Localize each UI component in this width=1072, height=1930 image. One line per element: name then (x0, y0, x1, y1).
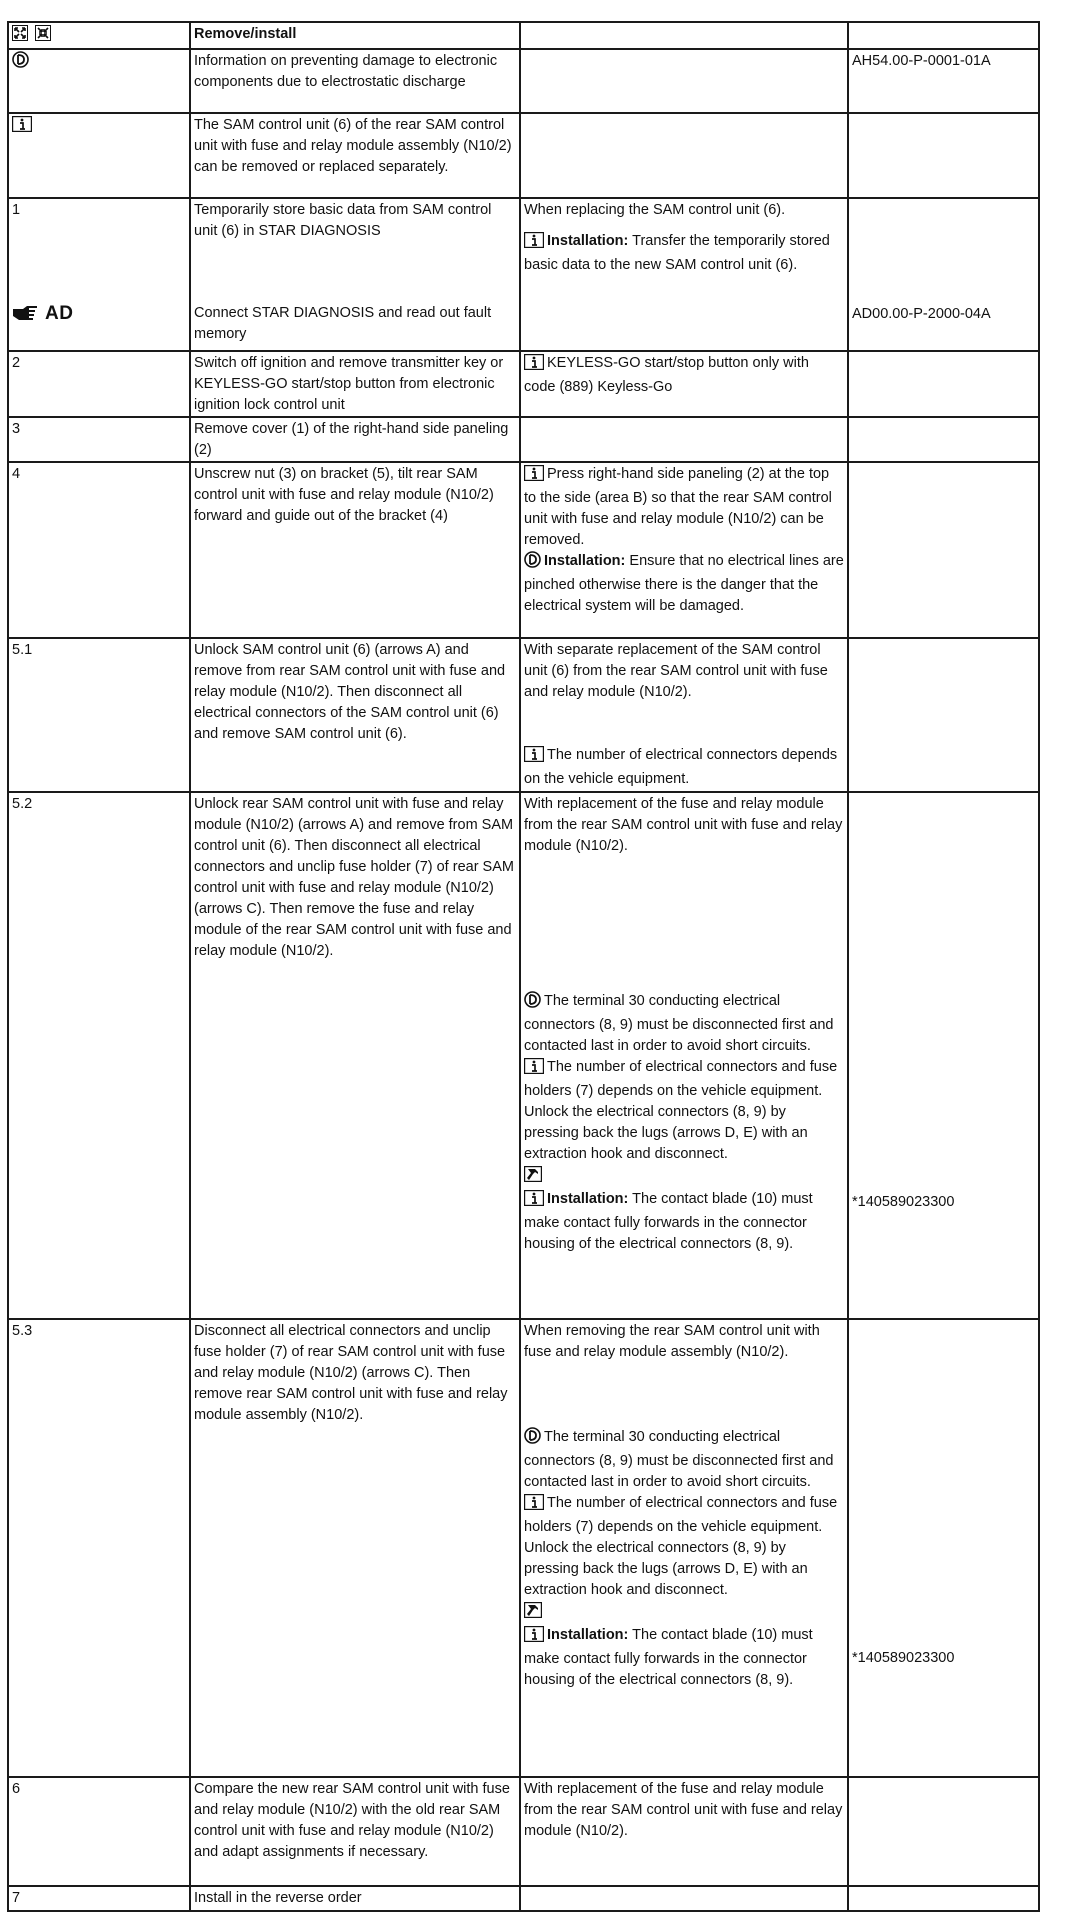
table-row (8, 462, 1039, 638)
note-text: The number of electrical connectors depends on the vehicle equipment. (524, 747, 838, 787)
note-text: Unlock the electrical connectors (8, 9) by pressing back the lugs (arrows D, E) with an extraction hook and disconnect. (524, 1104, 808, 1162)
table-header-row (8, 22, 1039, 49)
note-text: KEYLESS-GO start/stop button only with code (889) Keyless-Go (524, 355, 809, 395)
installation-label: Installation: (544, 553, 626, 569)
step-cell: 2 (8, 351, 190, 417)
installation-label: Installation: (547, 1191, 629, 1207)
pointing-hand-icon (12, 304, 38, 329)
reference-link[interactable]: AD00.00-P-2000-04A (852, 306, 991, 322)
note-text: The contact blade (10) must make contact fully forwards in the connector housing of the electrical connectors (8, 9). (524, 1191, 813, 1252)
note-cell: With replacement of the fuse and relay module from the rear SAM control unit with fuse and relay module (N10/2). (520, 1777, 848, 1886)
esd-warning-icon (12, 51, 29, 75)
action-cell: The SAM control unit (6) of the rear SAM control unit with fuse and relay module assembly (N10/2) can be removed or replaced separately. (190, 113, 520, 198)
info-icon (524, 1494, 544, 1517)
esd-warning-icon (524, 551, 541, 575)
action-cell (190, 198, 520, 351)
note-text: With separate replacement of the SAM control unit (6) from the rear SAM control unit with fuse and relay module (N10/2). (524, 642, 828, 700)
action-cell: Unscrew nut (3) on bracket (5), tilt rear SAM control unit with fuse and relay module (N10/2) forward and guide out of the bracket (4) (190, 462, 520, 638)
table-row (8, 113, 1039, 198)
step-cell (8, 113, 190, 198)
special-tool-icon[interactable] (524, 1602, 542, 1625)
special-tool-icon[interactable] (524, 1166, 542, 1189)
action-cell: Switch off ignition and remove transmitter key or KEYLESS-GO start/stop button from electronic ignition lock control unit (190, 351, 520, 417)
table-row (8, 1886, 1039, 1911)
ad-action-text: Connect STAR DIAGNOSIS and read out fault memory (194, 305, 492, 342)
note-cell (520, 113, 848, 198)
info-icon (524, 1626, 544, 1649)
note-text: When replacing the SAM control unit (6). (524, 202, 786, 218)
table-row (8, 1319, 1039, 1777)
reference-cell (848, 1319, 1039, 1777)
reference-cell (848, 198, 1039, 351)
note-text: The terminal 30 conducting electrical connectors (8, 9) must be disconnected first and contacted last in order to avoid short circuits. (524, 1429, 834, 1490)
note-text: When removing the rear SAM control unit with fuse and relay module assembly (N10/2). (524, 1323, 820, 1360)
reference-cell (848, 462, 1039, 638)
table-row (8, 49, 1039, 113)
header-ref (848, 22, 1039, 49)
reference-cell (848, 1886, 1039, 1911)
collapse-icon[interactable] (35, 25, 51, 48)
table-row (8, 792, 1039, 1319)
installation-label: Installation: (547, 233, 629, 249)
reference-cell (848, 351, 1039, 417)
table-row (8, 638, 1039, 792)
note-text: The number of electrical connectors and fuse holders (7) depends on the vehicle equipment. (524, 1059, 838, 1099)
note-cell (520, 1886, 848, 1911)
expand-icon[interactable] (12, 25, 28, 48)
note-cell (520, 462, 848, 638)
note-text: Ensure that no electrical lines are pinched otherwise there is the danger that the electrical system will be damaged. (524, 553, 844, 614)
info-icon (524, 354, 544, 377)
table-row (8, 351, 1039, 417)
note-text: Unlock the electrical connectors (8, 9) by pressing back the lugs (arrows D, E) with an extraction hook and disconnect. (524, 1540, 808, 1598)
step-cell (8, 198, 190, 351)
step-cell: 5.2 (8, 792, 190, 1319)
note-cell (520, 638, 848, 792)
table-row (8, 1777, 1039, 1886)
step-cell: 5.1 (8, 638, 190, 792)
remove-install-procedure-table (7, 21, 1040, 1912)
reference-cell (848, 113, 1039, 198)
step-cell: 6 (8, 1777, 190, 1886)
note-text: The contact blade (10) must make contact fully forwards in the connector housing of the electrical connectors (8, 9). (524, 1627, 813, 1688)
note-text: Press right-hand side paneling (2) at the top to the side (area B) so that the rear SAM control unit with fuse and relay module (N10/2) can be removed. (524, 466, 832, 548)
table-row (8, 417, 1039, 462)
esd-warning-icon (524, 991, 541, 1015)
note-text: The terminal 30 conducting electrical connectors (8, 9) must be disconnected first and contacted last in order to avoid short circuits. (524, 993, 834, 1054)
reference-cell (848, 792, 1039, 1319)
action-cell: Unlock SAM control unit (6) (arrows A) and remove from rear SAM control unit with fuse and relay module (N10/2). Then disconnect all electrical connectors of the SAM control unit (6) and remove SAM control unit (6). (190, 638, 520, 792)
note-text: With replacement of the fuse and relay module from the rear SAM control unit with fuse and relay module (N10/2). (524, 796, 843, 854)
info-icon (524, 1058, 544, 1081)
tool-reference-link[interactable]: *140589023300 (852, 1194, 955, 1210)
reference-cell (848, 1777, 1039, 1886)
esd-warning-icon (524, 1427, 541, 1451)
header-title: Remove/install (190, 22, 520, 49)
step-cell: 5.3 (8, 1319, 190, 1777)
header-icons-cell (8, 22, 190, 49)
tool-reference-link[interactable]: *140589023300 (852, 1650, 955, 1666)
action-cell: Compare the new rear SAM control unit with fuse and relay module (N10/2) with the old rear SAM control unit with fuse and relay module (N10/2) and adapt assignments if necessary. (190, 1777, 520, 1886)
reference-cell (848, 638, 1039, 792)
info-icon (524, 1190, 544, 1213)
note-cell (520, 792, 848, 1319)
info-icon (12, 116, 32, 139)
info-icon (524, 465, 544, 488)
note-cell (520, 417, 848, 462)
table-row (8, 198, 1039, 351)
note-cell (520, 49, 848, 113)
note-cell (520, 198, 848, 351)
info-icon (524, 232, 544, 255)
note-cell (520, 1319, 848, 1777)
installation-label: Installation: (547, 1627, 629, 1643)
step-cell (8, 49, 190, 113)
header-notes (520, 22, 848, 49)
step-number: 1 (12, 202, 21, 218)
action-cell: Information on preventing damage to electronic components due to electrostatic discharge (190, 49, 520, 113)
step-cell: 7 (8, 1886, 190, 1911)
action-cell: Disconnect all electrical connectors and unclip fuse holder (7) of rear SAM control unit with fuse and relay module (N10/2) (arrows C). Then remove rear SAM control unit with fuse and relay module assembly (N10/2). (190, 1319, 520, 1777)
action-cell: Remove cover (1) of the right-hand side paneling (2) (190, 417, 520, 462)
action-cell: Install in the reverse order (190, 1886, 520, 1911)
step-cell: 3 (8, 417, 190, 462)
action-cell: Unlock rear SAM control unit with fuse and relay module (N10/2) (arrows A) and remove from SAM control unit (6). Then disconnect all electrical connectors and unclip fuse holder (7) of rear SAM control unit with fuse and relay module (N10/2) (arrows C). Then remove the fuse and relay module of the rear SAM control unit with fuse and relay module (N10/2). (190, 792, 520, 1319)
note-cell (520, 351, 848, 417)
note-text: Transfer the temporarily stored basic data to the new SAM control unit (6). (524, 233, 830, 273)
step-cell: 4 (8, 462, 190, 638)
info-icon (524, 746, 544, 769)
action-text: Temporarily store basic data from SAM control unit (6) in STAR DIAGNOSIS (194, 202, 492, 239)
reference-link[interactable]: AH54.00-P-0001-01A (848, 49, 1039, 113)
reference-cell (848, 417, 1039, 462)
note-text: The number of electrical connectors and fuse holders (7) depends on the vehicle equipment. (524, 1495, 838, 1535)
ad-label: AD (45, 303, 74, 324)
